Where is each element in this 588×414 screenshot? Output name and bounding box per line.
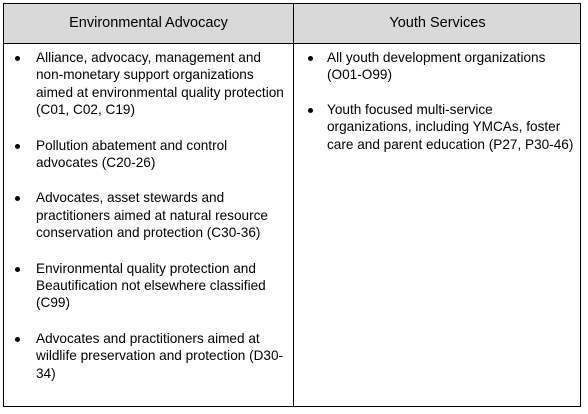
table-header-row [4,4,580,44]
list-item [4,49,293,119]
list-item [4,137,293,172]
youth-services-column [294,44,581,170]
list-item-text: Alliance, advocacy, management and non-monetary support organizations aimed at environmental quality protection (C01, C02, C19) [36,50,284,118]
header-youth-services: Youth Services [389,15,486,31]
bullet-icon [15,196,20,201]
list-item [294,101,581,153]
list-item [4,260,293,312]
list-item-text: Youth focused multi-service organizations, including YMCAs, foster care and parent education (P27, P30-46) [327,101,574,152]
list-item [4,330,293,382]
bullet-icon [15,144,20,149]
bullet-icon [15,267,20,272]
list-item-text: Environmental quality protection and Beautification not elsewhere classified (C99) [36,260,266,311]
bullet-icon [308,108,313,113]
list-item-text: Advocates and practitioners aimed at wildlife preservation and protection (D30-34) [36,330,284,381]
bullet-icon [15,56,20,61]
header-environmental-advocacy: Environmental Advocacy [69,15,228,31]
list-item [294,49,581,84]
list-item-text: Pollution abatement and control advocates (C20-26) [36,137,228,171]
youth-services-list [294,49,581,153]
environmental-advocacy-list [4,49,293,382]
category-table [3,3,581,407]
list-item-text: Advocates, asset stewards and practitioners aimed at natural resource conservation and protection (C30-36) [36,190,268,241]
bullet-icon [15,337,20,342]
list-item [4,189,293,241]
bullet-icon [308,56,313,61]
environmental-advocacy-column [4,44,293,400]
list-item-text: All youth development organizations (O01-O99) [327,50,546,83]
